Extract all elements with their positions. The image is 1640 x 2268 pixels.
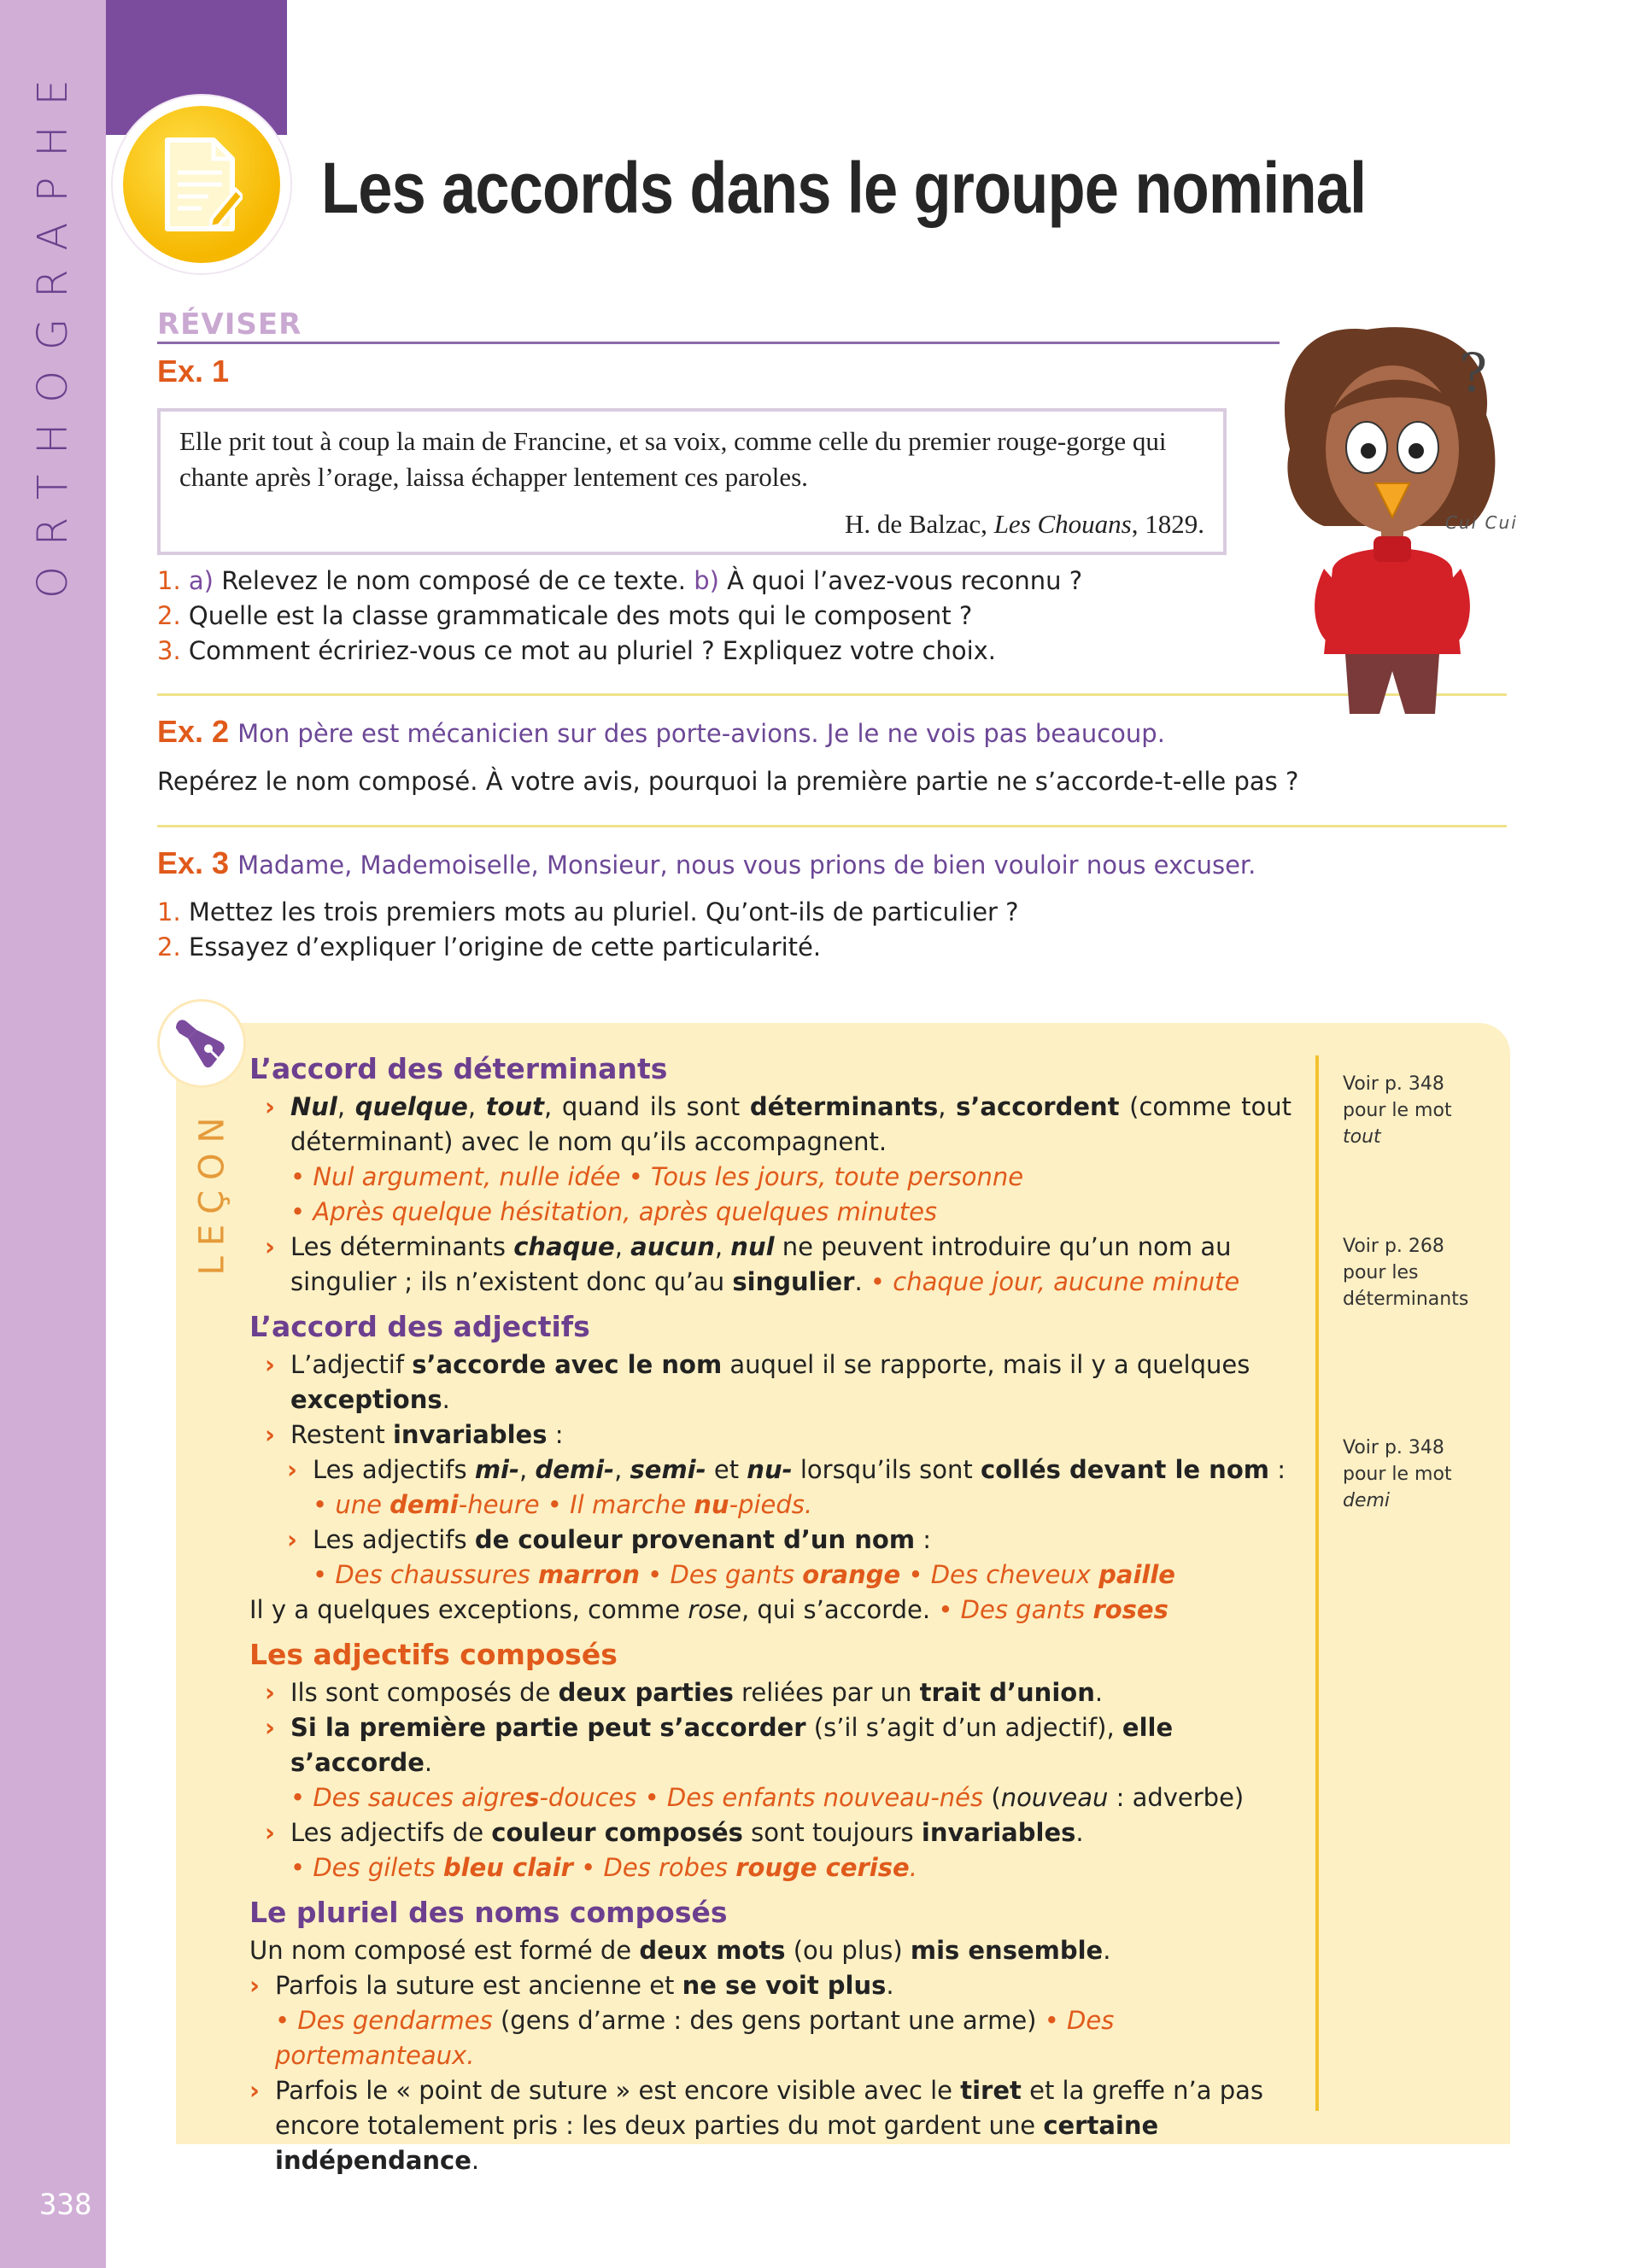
question-mark: ?	[1459, 342, 1488, 404]
chevron-icon: ›	[265, 1713, 275, 1742]
rule-noms-1: › Parfois la suture est ancienne et ne se voit plus.	[249, 1968, 1292, 2003]
reviser-divider	[157, 342, 1280, 344]
ex2-question: Repérez le nom composé. À votre avis, pourquoi la première partie ne s’accorde-t-elle pas ?	[157, 767, 1299, 796]
lesson-icon-badge	[157, 999, 246, 1088]
ex3-question-1: 1. Mettez les trois premiers mots au pluriel. Qu’ont-ils de particulier ?	[157, 897, 1019, 926]
margin-divider	[1315, 1055, 1319, 2111]
chevron-icon: ›	[287, 1455, 297, 1484]
example-determinants-1: • Nul argument, nulle idée • Tous les jours, toute personne	[290, 1162, 1024, 1191]
rule-composes-3: › Les adjectifs de couleur composés sont toujours invariables.	[249, 1815, 1292, 1850]
chevron-icon: ›	[265, 1678, 275, 1707]
rule-adjectifs-2: › Restent invariables :	[249, 1418, 1292, 1453]
rule-determinants-2: › Les déterminants chaque, aucun, nul ne peuvent introduire qu’un nom au singulier ; ils n’existent donc qu’au singulier. • chaque jour, aucune minute	[249, 1230, 1292, 1300]
chevron-icon: ›	[265, 1350, 275, 1379]
chevron-icon: ›	[265, 1092, 275, 1121]
reviser-label: RÉVISER	[157, 307, 302, 342]
rule-composes-1: › Ils sont composés de deux parties reliées par un trait d’union.	[249, 1675, 1292, 1710]
rule-adjectifs-1: › L’adjectif s’accorde avec le nom auquel il se rapporte, mais il y a quelques exceptions.	[249, 1347, 1292, 1418]
example-noms-1: • Des gendarmes (gens d’arme : des gens portant une arme) • Des portemanteaux.	[275, 2006, 1115, 2070]
rule-composes-2: › Si la première partie peut s’accorder (s’il s’agit d’un adjectif), elle s’accorde.	[249, 1710, 1292, 1780]
chevron-icon: ›	[249, 2076, 260, 2105]
chevron-icon: ›	[265, 1818, 275, 1847]
section-title-determinants: L’accord des déterminants	[249, 1052, 668, 1085]
lesson-content	[249, 1050, 1292, 2178]
section-title-composes: Les adjectifs composés	[249, 1638, 618, 1671]
section-title-adjectifs: L’accord des adjectifs	[249, 1310, 590, 1343]
ex3-question-2: 2. Essayez d’expliquer l’origine de cette particularité.	[157, 932, 822, 962]
chapter-badge	[113, 96, 290, 273]
ex1-question-3: 3. Comment écririez-vous ce mot au pluriel ? Expliquez votre choix.	[157, 636, 997, 665]
ex2-line: Ex. 2 Mon père est mécanicien sur des porte-avions. Je le ne vois pas beaucoup.	[157, 714, 1165, 749]
ex3-line: Ex. 3 Madame, Mademoiselle, Monsieur, nous vous prions de bien vouloir nous excuser.	[157, 845, 1256, 880]
chevron-icon: ›	[287, 1525, 297, 1554]
example-adjectifs-3: • une demi-heure • Il marche nu-pieds.	[313, 1490, 813, 1519]
divider-ex2	[157, 825, 1507, 827]
ex1-quote-box	[157, 408, 1227, 555]
rule-noms-2: › Parfois le « point de suture » est encore visible avec le tiret et la greffe n’a pas encore totalement pris : les deux parties du mot gardent une certaine indépendance.	[249, 2073, 1292, 2178]
margin-note-demi[interactable]: Voir p. 348 pour le mot demi	[1343, 1437, 1452, 1511]
ex1-quote-text: Elle prit tout à coup la main de Francine, et sa voix, comme celle du premier rouge-gorge qui chante après l’orage, laissa échapper lentement ces paroles.	[179, 426, 1167, 492]
bird-sound-text: Cui Cui	[1445, 512, 1518, 533]
example-determinants-2: • Après quelque hésitation, après quelques minutes	[290, 1197, 938, 1226]
ex1-label: Ex. 1	[157, 354, 230, 389]
section-title-vertical: ORTHOGRAPHE	[29, 59, 78, 599]
rule-determinants-1: › Nul, quelque, tout, quand ils sont déterminants, s’accordent (comme tout déterminant) avec le nom qu’ils accompagnent.	[249, 1090, 1292, 1160]
section-title-noms-composes: Le pluriel des noms composés	[249, 1896, 728, 1929]
example-composes-2: • Des sauces aigres-douces • Des enfants nouveau-nés (nouveau : adverbe)	[290, 1783, 1245, 1812]
ex1-quote-source: H. de Balzac, Les Chouans, 1829.	[844, 509, 1204, 539]
rule-noms-intro: Un nom composé est formé de deux mots (ou plus) mis ensemble.	[249, 1936, 1111, 1965]
ex1-questions	[157, 564, 1082, 669]
chevron-icon: ›	[265, 1420, 275, 1449]
ex1-question-2: 2. Quelle est la classe grammaticale des mots qui le composent ?	[157, 601, 973, 630]
ex3-questions	[157, 895, 1019, 965]
fountain-pen-icon	[171, 1013, 232, 1074]
lesson-label-vertical: LEÇON	[192, 1107, 231, 1276]
ex1-question-1: 1. a) Relevez le nom composé de ce texte. b) À quoi l’avez-vous reconnu ?	[157, 566, 1083, 595]
margin-note-determinants[interactable]: Voir p. 268 pour les déterminants	[1343, 1236, 1469, 1310]
example-composes-3: • Des gilets bleu clair • Des robes rouge cerise.	[290, 1853, 917, 1882]
rule-adjectifs-4: › Les adjectifs de couleur provenant d’un nom :	[249, 1523, 1292, 1558]
chevron-icon: ›	[249, 1971, 260, 2000]
chevron-icon: ›	[265, 1232, 275, 1261]
example-adjectifs-4: • Des chaussures marron • Des gants orange • Des cheveux paille	[313, 1560, 1175, 1589]
page-title: Les accords dans le groupe nominal	[321, 148, 1367, 228]
rule-adjectifs-3: › Les adjectifs mi-, demi-, semi- et nu- lorsqu’ils sont collés devant le nom :	[249, 1453, 1292, 1488]
margin-note-tout[interactable]: Voir p. 348 pour le mot tout	[1343, 1073, 1452, 1148]
rule-adjectifs-exception: Il y a quelques exceptions, comme rose, qui s’accorde. • Des gants roses	[249, 1595, 1168, 1624]
document-pencil-icon	[161, 135, 243, 234]
page-number: 338	[39, 2188, 92, 2222]
